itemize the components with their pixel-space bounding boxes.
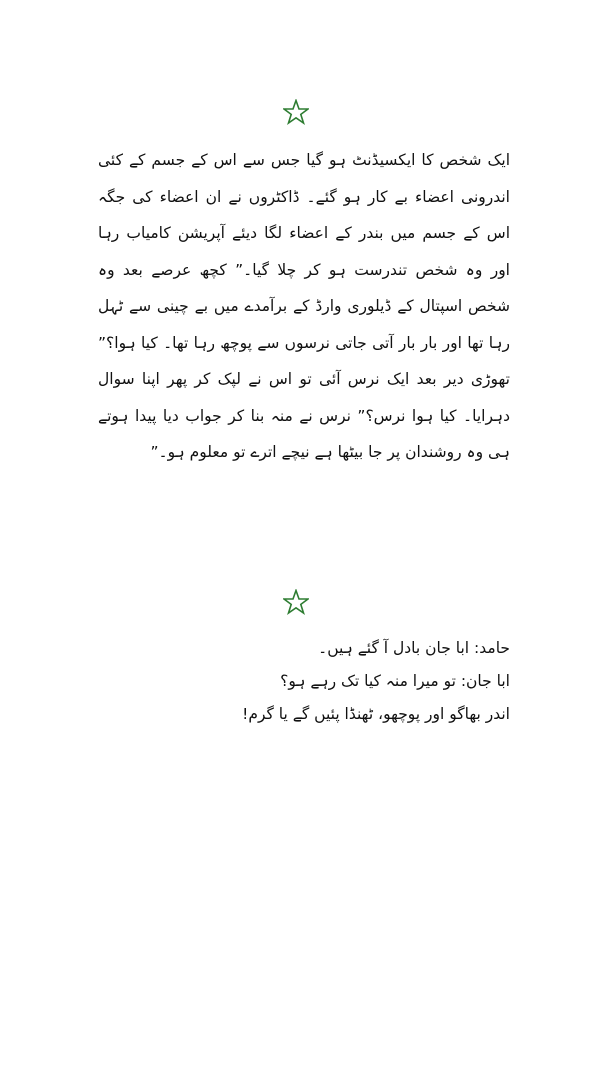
star-outline-icon [283, 99, 309, 125]
star-outline-icon [283, 589, 309, 615]
story-paragraph [98, 142, 510, 471]
story-text: ایک شخص کا ایکسیڈنٹ ہو گیا جس سے اس کے جسم کے کئی اندرونی اعضاء بے کار ہو گئے۔ ڈاکٹروں نے ان اعضاء کی جگہ اس کے جسم میں بندر کے اعضاء لگا دیئے آپریشن کامیاب رہا اور وہ شخص تندرست ہو کر چلا گیا۔” کچھ عرصے بعد وہ شخص اسپتال کے ڈیلوری وارڈ کے برآمدے میں بے چینی سے ٹہل رہا تھا اور بار بار آتی جاتی نرسوں سے پوچھ رہا تھا۔ کیا ہوا؟” تھوڑی دیر بعد ایک نرس آئی تو اس نے لپک کر پھر اپنا سوال دہرایا۔ کیا ہوا نرس؟” نرس نے منہ بنا کر جواب دیا پیدا ہوتے ہی وہ روشندان پر جا بیٹھا ہے نیچے اترے تو معلوم ہو۔” [98, 151, 510, 461]
dialogue-line: حامد: ابا جان بادل آ گئے ہیں۔ [318, 639, 510, 657]
dialogue-line: ابا جان: تو میرا منہ کیا تک رہے ہو؟ [280, 672, 510, 690]
dialogue-block [200, 632, 510, 731]
dialogue-line: اندر بھاگو اور پوچھو، ٹھنڈا پئیں گے یا گرم! [242, 705, 510, 723]
